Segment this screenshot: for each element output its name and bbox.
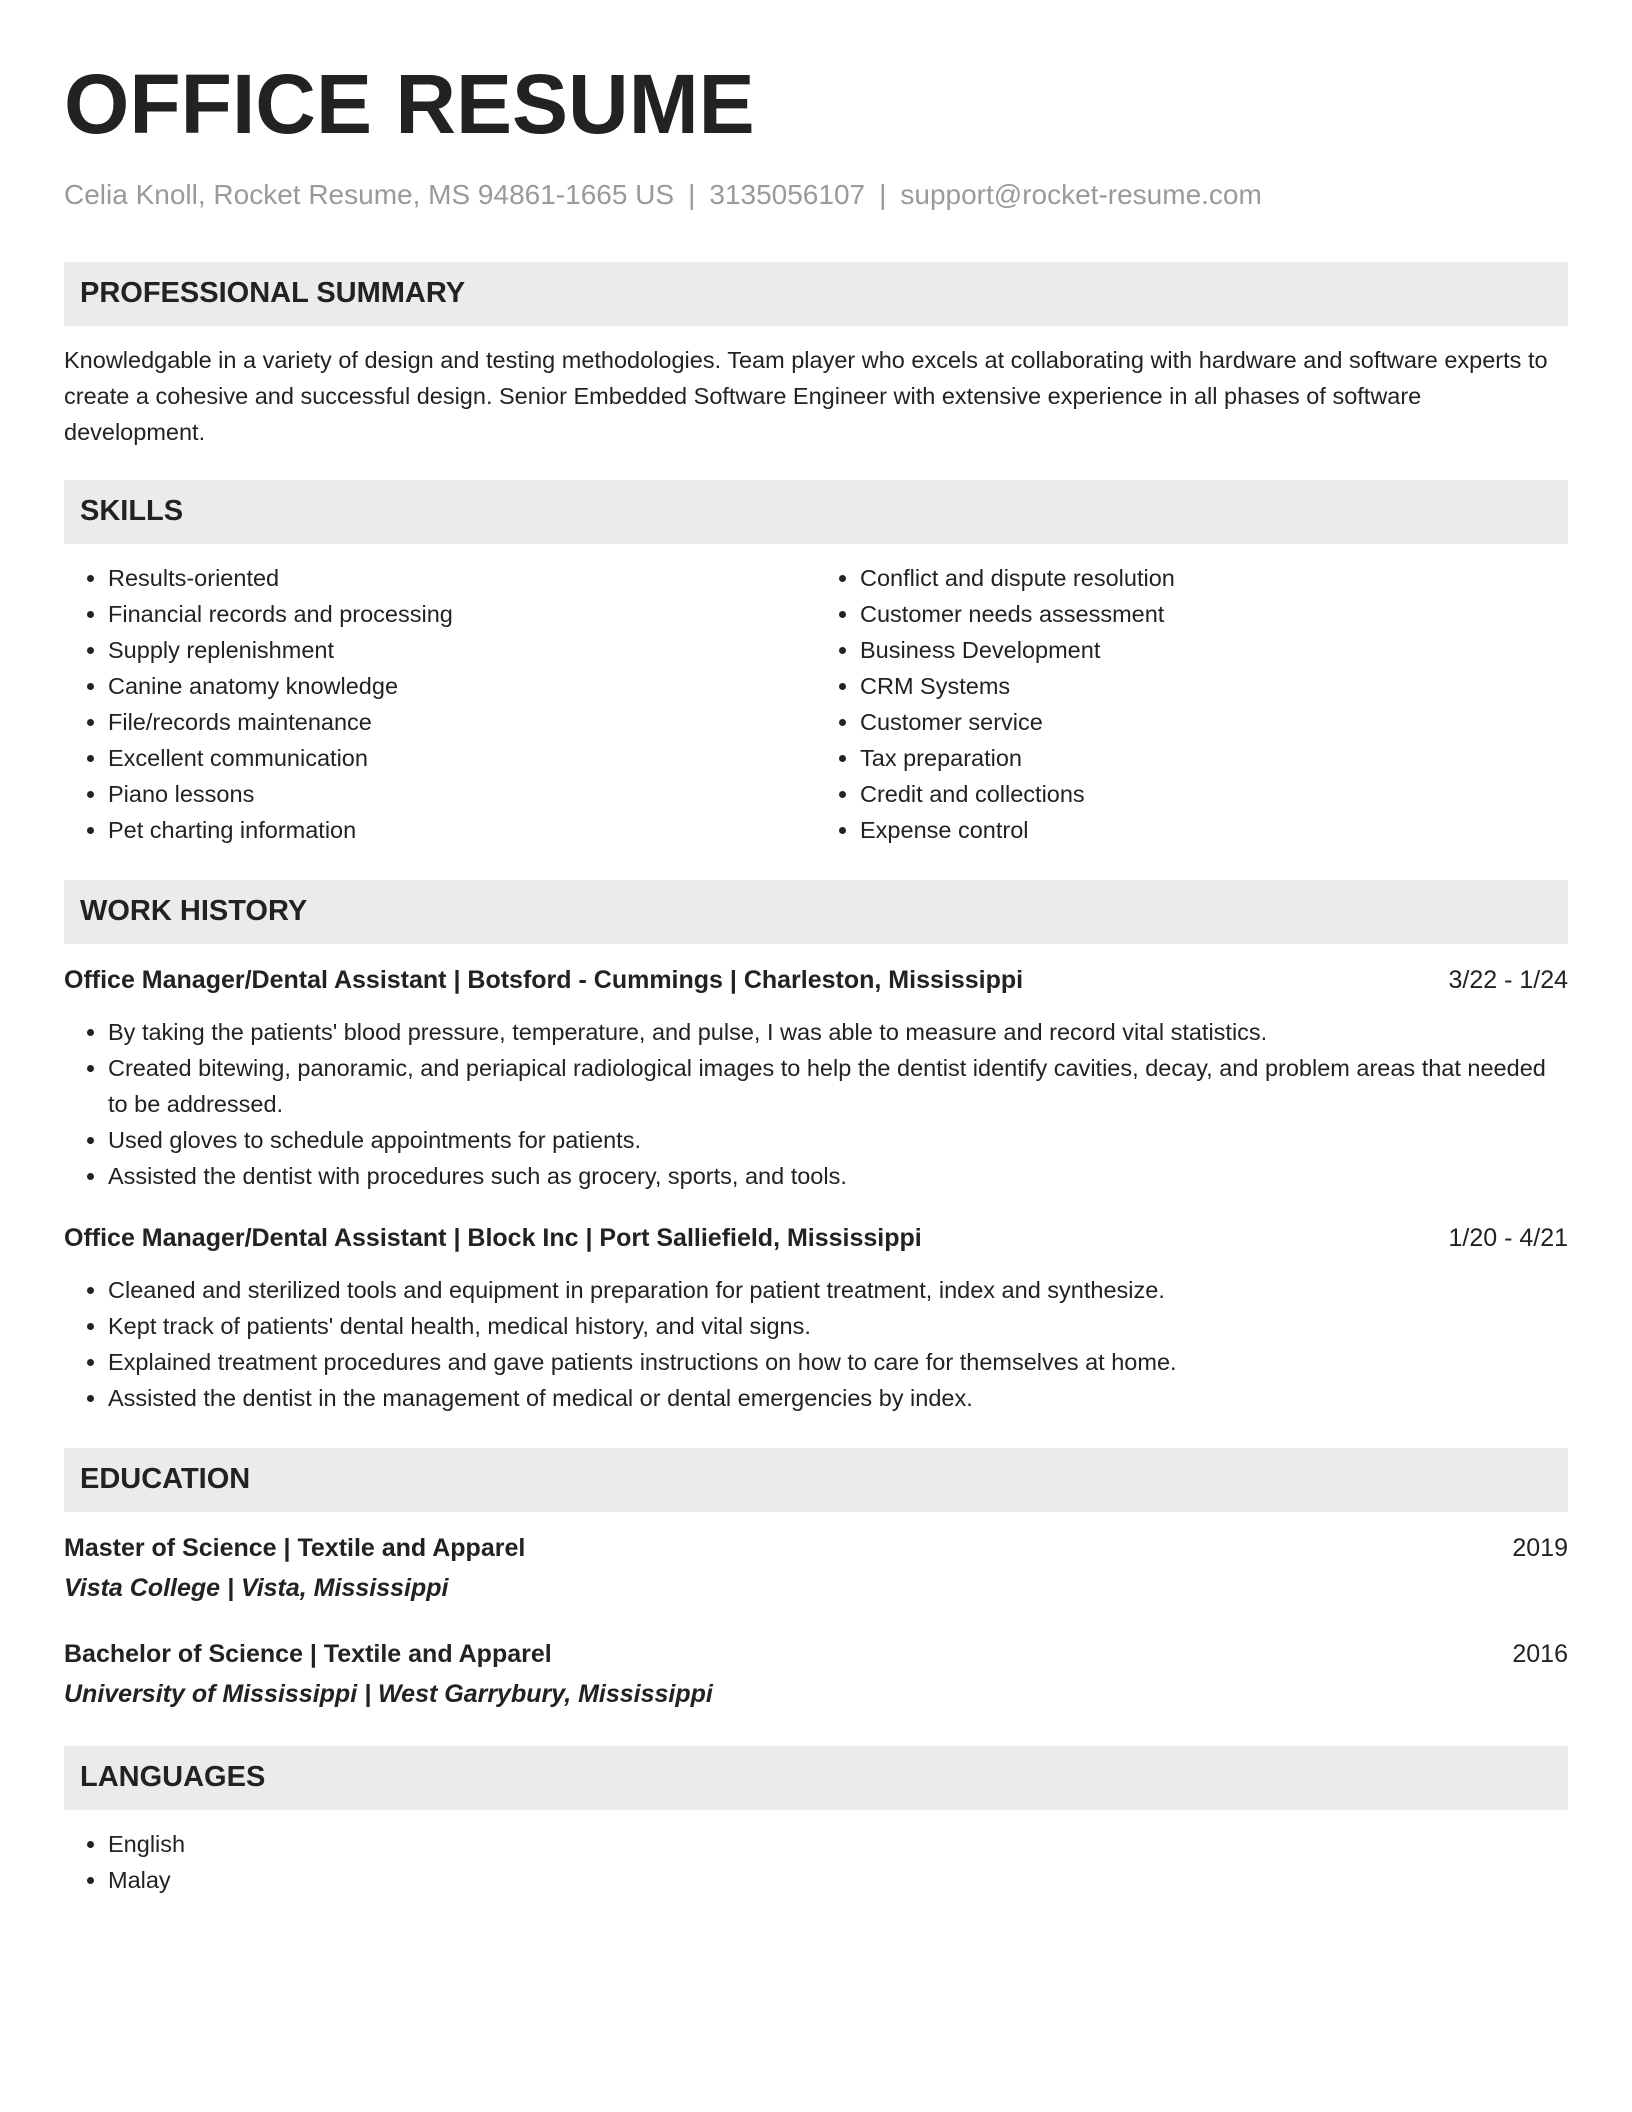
job-bullet: • Assisted the dentist in the management of medical or dental emergencies by index. bbox=[108, 1380, 1568, 1416]
job-bullets bbox=[64, 1272, 1568, 1416]
job-entry bbox=[64, 962, 1568, 1194]
skill-item: • Business Development bbox=[860, 632, 1568, 668]
skills-list bbox=[64, 560, 1568, 848]
job-dates: 1/20 - 4/21 bbox=[1448, 1223, 1568, 1252]
skill-item: • Financial records and processing bbox=[108, 596, 816, 632]
skill-item: • Expense control bbox=[860, 812, 1568, 848]
job-bullet: • Used gloves to schedule appointments for patients. bbox=[108, 1122, 1568, 1158]
contact-separator: | bbox=[688, 179, 696, 210]
section-heading-languages: LANGUAGES bbox=[64, 1746, 1568, 1810]
education-header bbox=[64, 1636, 1568, 1672]
job-title: Office Manager/Dental Assistant | Block Inc | Port Salliefield, Mississippi bbox=[64, 1223, 922, 1252]
language-item: • Malay bbox=[108, 1862, 1568, 1898]
skill-item: • Canine anatomy knowledge bbox=[108, 668, 816, 704]
section-heading-summary: PROFESSIONAL SUMMARY bbox=[64, 262, 1568, 326]
skill-item: • Excellent communication bbox=[108, 740, 816, 776]
education-year: 2016 bbox=[1512, 1639, 1568, 1668]
job-bullet: • Assisted the dentist with procedures such as grocery, sports, and tools. bbox=[108, 1158, 1568, 1194]
skill-item: • Customer service bbox=[860, 704, 1568, 740]
education-school: Vista College | Vista, Mississippi bbox=[64, 1573, 449, 1602]
skill-item: • Tax preparation bbox=[860, 740, 1568, 776]
contact-phone: 3135056107 bbox=[709, 179, 866, 210]
education-degree: Bachelor of Science | Textile and Apparel bbox=[64, 1639, 552, 1668]
job-bullet: • Explained treatment procedures and gave patients instructions on how to care for themselves at home. bbox=[108, 1344, 1568, 1380]
resume-title: OFFICE RESUME bbox=[64, 57, 755, 151]
job-bullet: • Created bitewing, panoramic, and periapical radiological images to help the dentist identify cavities, decay, and problem areas that needed to be addressed. bbox=[108, 1050, 1568, 1122]
skills-column-left bbox=[64, 560, 816, 848]
skill-item: • Pet charting information bbox=[108, 812, 816, 848]
skill-item: • Results-oriented bbox=[108, 560, 816, 596]
contact-line bbox=[64, 178, 1568, 212]
summary-text: Knowledgable in a variety of design and testing methodologies. Team player who excels at collaborating with hardware and software experts to create a cohesive and successful design. Senior Embedded Software Engineer with extensive experience in all phases of software development. bbox=[64, 346, 1548, 445]
contact-separator: | bbox=[879, 179, 887, 210]
section-heading-work-history: WORK HISTORY bbox=[64, 880, 1568, 944]
job-bullet: • Cleaned and sterilized tools and equipment in preparation for patient treatment, index and synthesize. bbox=[108, 1272, 1568, 1308]
job-bullet: • Kept track of patients' dental health, medical history, and vital signs. bbox=[108, 1308, 1568, 1344]
skill-item: • Credit and collections bbox=[860, 776, 1568, 812]
job-bullet: • By taking the patients' blood pressure, temperature, and pulse, I was able to measure and record vital statistics. bbox=[108, 1014, 1568, 1050]
skill-item: • Supply replenishment bbox=[108, 632, 816, 668]
section-heading-skills: SKILLS bbox=[64, 480, 1568, 544]
section-heading-education: EDUCATION bbox=[64, 1448, 1568, 1512]
contact-email: support@rocket-resume.com bbox=[900, 179, 1262, 210]
education-school: University of Mississippi | West Garrybury, Mississippi bbox=[64, 1679, 713, 1708]
job-entry bbox=[64, 1220, 1568, 1416]
education-year: 2019 bbox=[1512, 1533, 1568, 1562]
skills-column-right bbox=[816, 560, 1568, 848]
language-item: • English bbox=[108, 1826, 1568, 1862]
education-entry bbox=[64, 1530, 1568, 1606]
job-bullets bbox=[64, 1014, 1568, 1194]
skill-item: • Customer needs assessment bbox=[860, 596, 1568, 632]
skill-item: • Conflict and dispute resolution bbox=[860, 560, 1568, 596]
job-title: Office Manager/Dental Assistant | Botsford - Cummings | Charleston, Mississippi bbox=[64, 965, 1024, 994]
contact-address: Celia Knoll, Rocket Resume, MS 94861-1665 US bbox=[64, 179, 675, 210]
job-dates: 3/22 - 1/24 bbox=[1448, 965, 1568, 994]
skill-item: • Piano lessons bbox=[108, 776, 816, 812]
languages-list bbox=[64, 1826, 1568, 1898]
education-header bbox=[64, 1530, 1568, 1566]
skill-item: • CRM Systems bbox=[860, 668, 1568, 704]
job-header bbox=[64, 1220, 1568, 1256]
education-entry bbox=[64, 1636, 1568, 1712]
education-degree: Master of Science | Textile and Apparel bbox=[64, 1533, 526, 1562]
skill-item: • File/records maintenance bbox=[108, 704, 816, 740]
job-header bbox=[64, 962, 1568, 998]
